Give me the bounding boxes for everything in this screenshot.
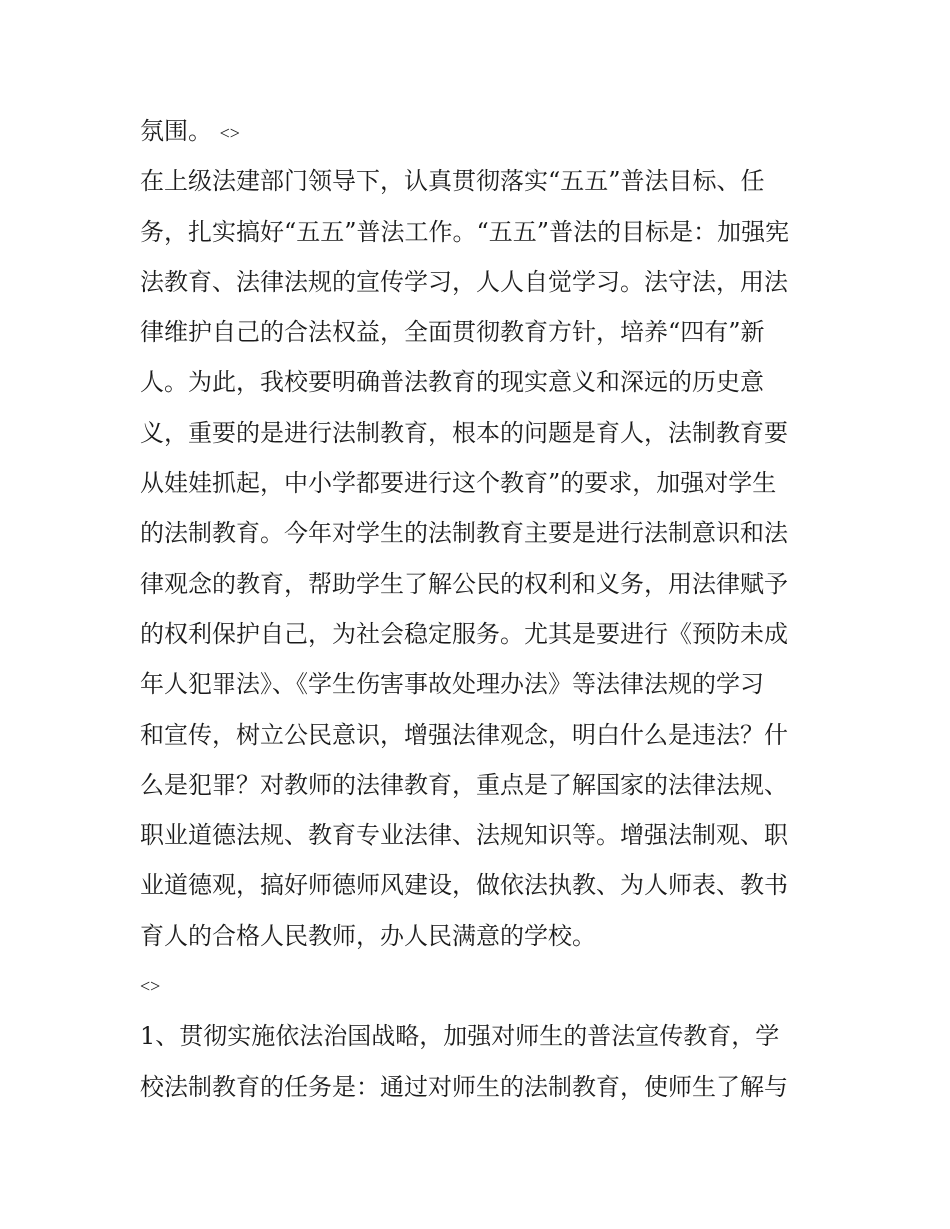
text-line: 律观念的教育，帮助学生了解公民的权利和义务，用法律赋予 — [140, 569, 788, 598]
text-line: 的法制教育。今年对学生的法制教育主要是进行法制意识和法 — [140, 519, 788, 548]
text-line: 年人犯罪法》、《学生伤害事故处理办法》等法律法规的学习 — [140, 670, 764, 699]
text-line: 务，扎实搞好“五五”普法工作。“五五”普法的目标是：加强宪 — [140, 217, 790, 246]
text-span: 氛围。 — [140, 117, 212, 145]
text-line: 法教育、法律法规的宣传学习，人人自觉学习。法守法，用法 — [140, 267, 788, 296]
text-line: 校法制教育的任务是：通过对师生的法制教育，使师生了解与 — [140, 1072, 788, 1101]
text-line: 人。为此，我校要明确普法教育的现实意义和深远的历史意 — [140, 368, 764, 397]
text-line: 的权利保护自己，为社会稳定服务。尤其是要进行《预防未成 — [140, 619, 788, 648]
text-line: 业道德观，搞好师德师风建设，做依法执教、为人师表、教书 — [140, 871, 788, 900]
text-line: 从娃娃抓起，中小学都要进行这个教育”的要求，加强对学生 — [140, 469, 777, 498]
placeholder-marker: <> — [219, 123, 240, 143]
document-page — [140, 106, 820, 1112]
text-line: 在上级法建部门领导下，认真贯彻落实“五五”普法目标、任 — [140, 167, 765, 196]
text-line: 职业道德法规、教育专业法律、法规知识等。增强法制观、职 — [140, 821, 788, 850]
text-line: 么是犯罪？对教师的法律教育，重点是了解国家的法律法规、 — [140, 770, 788, 799]
text-line: 育人的合格人民教师，办人民满意的学校。 — [140, 921, 596, 950]
text-line: 和宣传，树立公民意识，增强法律观念，明白什么是违法？什 — [140, 720, 788, 749]
placeholder-marker: <> — [140, 976, 161, 997]
text-line: 1、贯彻实施依法治国战略，加强对师生的普法宣传教育，学 — [140, 1022, 780, 1051]
text-line — [140, 106, 820, 156]
text-line: 义，重要的是进行法制教育，根本的问题是育人，法制教育要 — [140, 418, 788, 447]
text-line: 律维护自己的合法权益，全面贯彻教育方针，培养“四有”新 — [140, 318, 765, 347]
